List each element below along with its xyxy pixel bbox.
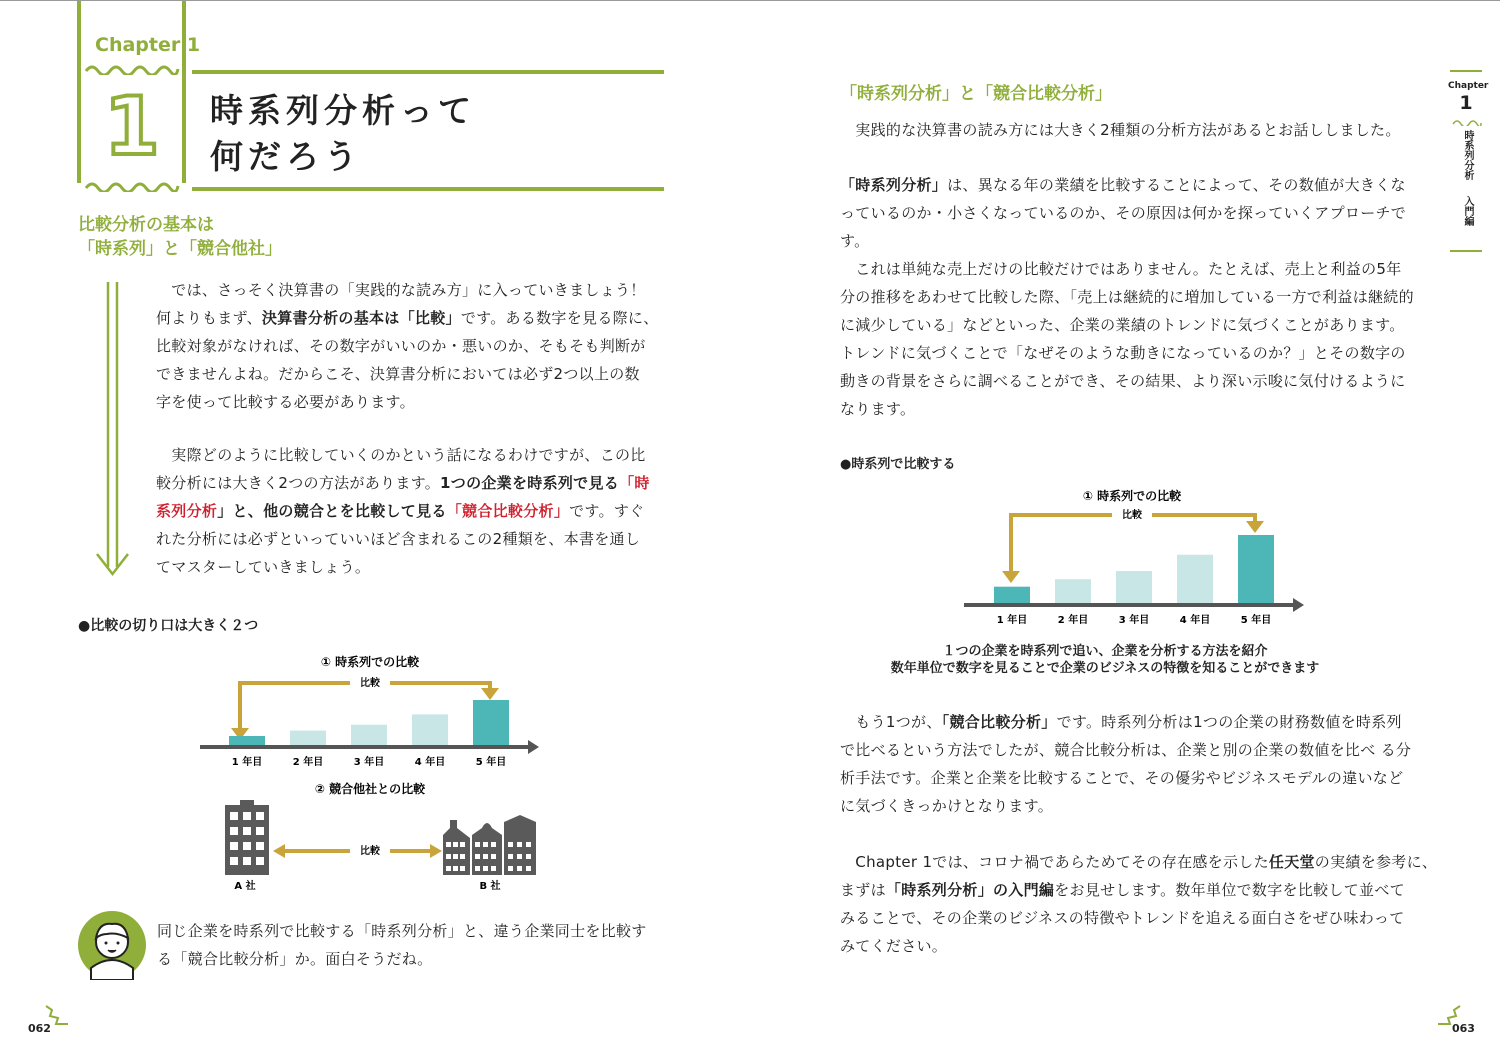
text-segment: 実践的な決算書の読み方には大きく2種類の分析方法があるとお話ししました。 [840,121,1401,139]
text-line [156,360,659,388]
text-line [840,227,1414,255]
section-heading: 「時系列分析」と「競合比較分析」 [840,84,1112,104]
x-tick-label: 1 年目 [996,615,1028,626]
text-segment: に気づくきっかけとなります。 [840,797,1054,815]
title-rule-top [192,70,664,74]
text-segment: できませんよね。だからこそ、決算書分析においては必ず2つ以上の数 [156,365,640,383]
bar [1055,579,1091,603]
emphasis-text: 任天堂 [1268,853,1315,871]
text-line [840,708,1411,736]
text-line [840,904,1437,932]
text-segment: Chapter 1では、コロナ禍であらためてその存在感を示した [840,853,1269,871]
timeseries-title: ① 時系列での比較 [1082,489,1182,503]
text-line [840,736,1411,764]
wave-divider [84,63,180,75]
emphasis-text: 「時系列分析」の入門編 [885,881,1055,899]
text-segment: 分の推移をあわせて比較した際、「売上は継続的に増加している一方で利益は継続的 [840,288,1414,306]
x-tick-label: 3 年目 [1118,615,1150,626]
text-line [156,525,650,553]
chapter-label: Chapter 1 [95,34,201,56]
bar [351,725,387,745]
timeseries-figure [960,485,1310,630]
compare-label: 比較 [360,846,380,857]
text-segment: 実際どのように比較していくのかという話になるわけですが、この比 [156,446,646,464]
bar [229,736,265,745]
x-tick-label: 4 年目 [1179,615,1211,626]
compare-label: 比較 [1122,510,1142,521]
text-line [840,339,1414,367]
text-line [840,255,1414,283]
subtitle: 比較分析の基本は 「時系列」と「競合他社」 [78,215,282,259]
emphasis-text: 」と、他の競合とを比較して見る [217,502,447,520]
text-line [156,469,650,497]
text-segment: です。ある数字を見る際に、 [460,309,659,327]
emphasis-text: 決算書分析の基本は「比較」 [261,309,461,327]
text-line [840,311,1414,339]
text-segment: これは単純な売上だけの比較だけではありません。たとえば、売上と利益の5年 [840,260,1402,278]
x-tick-label: 1 年目 [231,757,263,768]
side-tab-text: 入門編 [1462,196,1473,226]
bar [994,587,1030,603]
bar [412,714,448,745]
text-segment: てマスターしていきましょう。 [156,558,371,576]
emphasis-text: 系列分析 [156,502,218,520]
bar [290,731,326,745]
bar [473,700,509,745]
character-avatar-icon [77,910,147,980]
page-number-left: 062 [28,1022,51,1035]
competitor-title: ② 競合他社との比較 [314,782,426,796]
chapter-frame-left [77,0,81,183]
page-title: 時系列分析って 何だろう [210,91,476,176]
text-segment: もう1つが、 [840,713,942,731]
bar [1177,555,1213,603]
text-segment: トレンドに気づくことで「なぜそのような動きになっているのか？」とその数字の [840,344,1406,362]
body-paragraph [840,171,1414,423]
text-segment: 比較対象がなければ、その数字がいいのか・悪いのか、そもそも判断が [156,337,646,355]
emphasis-text: 「競合比較分析」 [941,713,1057,731]
bar [1116,571,1152,603]
text-line [840,395,1414,423]
text-line [840,876,1437,904]
text-segment: です。すぐ [569,502,645,520]
text-segment: です。時系列分析は1つの企業の財務数値を時系列 [1056,713,1402,731]
text-segment: まずは [840,881,886,899]
text-line [156,304,659,332]
x-tick-label: 2 年目 [1057,615,1089,626]
body-paragraph [156,276,659,416]
body-paragraph [840,848,1437,960]
text-segment: は、異なる年の業績を比較することによって、その数値が大きくな [947,176,1406,194]
side-tab-rule [1450,70,1482,72]
bar [1238,535,1274,603]
text-segment: みてください。 [840,937,948,955]
text-segment: っているのか・小さくなっているのか、その原因は何かを探っていくアプローチで [840,204,1407,222]
text-line [840,792,1411,820]
body-paragraph [840,708,1411,820]
figure-heading: ●比較の切り口は大きく２つ [78,618,259,634]
side-tab-rule [1450,250,1482,252]
text-segment: 析手法です。企業と企業を比較することで、その優劣やビジネスモデルの違いなど [840,769,1404,787]
text-line [156,332,659,360]
text-segment: では、さっそく決算書の「実践的な読み方」に入っていきましょう！ [156,281,646,299]
text-segment: で比べるという方法でしたが、競合比較分析は、企業と別の企業の数値を比べ る分 [840,741,1412,759]
x-tick-label: 5 年目 [475,757,507,768]
x-tick-label: 4 年目 [414,757,446,768]
title-rule-bottom [192,187,664,191]
text-line [840,283,1414,311]
page-number-right: 063 [1452,1022,1475,1035]
wave-divider [1452,118,1482,126]
body-paragraph [156,441,650,581]
text-line [156,441,650,469]
text-segment: の実績を参考に、 [1314,853,1438,871]
text-line [840,764,1411,792]
x-tick-label: 5 年目 [1240,615,1272,626]
character-speech: 同じ企業を時系列で比較する「時系列分析」と、違う企業同士を比較す る「競合比較分析」か。面白そうだね。 [157,922,647,968]
timeseries-title: ① 時系列での比較 [320,655,420,669]
text-segment: 字を使って比較する必要があります。 [156,393,415,411]
text-segment: をお見せします。数年単位で数字を比較して並べて [1054,881,1405,899]
text-segment: れた分析には必ずといっていいほど含まれるこの2種類を、本書を通し [156,530,641,548]
emphasis-text: 「時 [619,474,650,492]
text-segment: なります。 [840,400,916,418]
text-segment: みることで、その企業のビジネスの特徴やトレンドを追える面白さをぜひ味わって [840,909,1405,927]
page-edge [0,0,1500,1]
down-arrow-icon [95,282,131,578]
emphasis-text: 「競合比較分析」 [446,502,570,520]
text-line [156,388,659,416]
chapter-big-number: 1 [104,80,160,173]
figure-heading: ●時系列で比較する [840,457,956,472]
body-paragraph [840,116,1401,144]
text-line [840,116,1401,144]
x-tick-label: 3 年目 [353,757,385,768]
x-tick-label: 2 年目 [292,757,324,768]
company-a-label: A 社 [234,881,256,892]
figure-caption: １つの企業を時系列で追い、企業を分析する方法を紹介 数年単位で数字を見ることで企業のビジネスの特徴を知ることができます [890,644,1320,676]
text-line [840,367,1414,395]
text-line [156,497,650,525]
emphasis-text: 「時系列分析」 [840,176,948,194]
comparison-figure [195,650,545,900]
text-segment: に減少している」などといった、企業の業績のトレンドに気づくことがあります。 [840,316,1405,334]
wave-divider [84,180,180,192]
text-segment: 較分析には大きく2つの方法があります。 [156,474,441,492]
side-tab-text: 時系列分析 [1462,130,1473,180]
side-tab-number: 1 [1459,92,1473,114]
text-line [156,276,659,304]
text-segment: 何よりもまず、 [156,309,262,327]
text-segment: す。 [840,232,870,250]
company-b-label: B 社 [479,881,501,892]
text-segment: 動きの背景をさらに調べることができ、その結果、より深い示唆に気付けるように [840,372,1406,390]
text-line [840,199,1414,227]
emphasis-text: 1つの企業を時系列で見る [440,474,620,492]
text-line [840,171,1414,199]
side-tab-chapter: Chapter [1448,81,1489,91]
compare-label: 比較 [360,678,380,689]
text-line [840,932,1437,960]
text-line [840,848,1437,876]
chapter-frame-right [182,0,186,183]
text-line [156,553,650,581]
